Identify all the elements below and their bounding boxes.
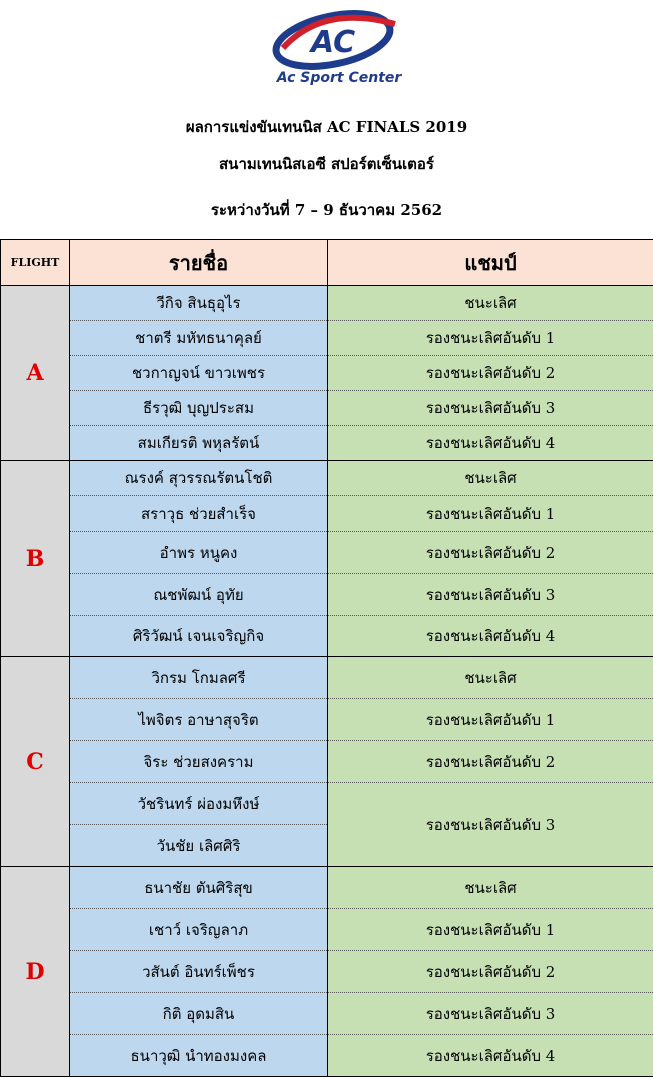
placement: รองชนะเลิศอันดับ 1 — [328, 321, 653, 356]
header-champion: แชมป์ — [328, 240, 653, 286]
header-name: รายชื่อ — [70, 240, 328, 286]
placement: ชนะเลิศ — [328, 461, 653, 496]
player-name: เชาว์ เจริญลาภ — [70, 909, 328, 951]
placement: รองชนะเลิศอันดับ 3 — [328, 391, 653, 426]
player-name: ชวกาญจน์ ขาวเพชร — [70, 356, 328, 391]
table-row — [1, 574, 653, 616]
table-row — [1, 616, 653, 657]
player-name: ศิริวัฒน์ เจนเจริญกิจ — [70, 616, 328, 657]
table-row — [1, 286, 653, 321]
player-name: ณรงค์ สุวรรณรัตนโชติ — [70, 461, 328, 496]
placement: รองชนะเลิศอันดับ 3 — [328, 993, 653, 1035]
player-name: ธีรวุฒิ บุญประสม — [70, 391, 328, 426]
placement: รองชนะเลิศอันดับ 2 — [328, 532, 653, 574]
player-name: วัชรินทร์ ผ่องมหึงษ์ — [70, 783, 328, 825]
placement: รองชนะเลิศอันดับ 4 — [328, 616, 653, 657]
table-row — [1, 1035, 653, 1077]
table-row — [1, 391, 653, 426]
logo-text: Ac Sport Center — [276, 70, 402, 86]
player-name: สมเกียรติ พหุลรัตน์ — [70, 426, 328, 461]
table-row — [1, 909, 653, 951]
placement: รองชนะเลิศอันดับ 4 — [328, 426, 653, 461]
placement: รองชนะเลิศอันดับ 2 — [328, 741, 653, 783]
placement: รองชนะเลิศอันดับ 4 — [328, 1035, 653, 1077]
flight-label-b: B — [1, 461, 70, 657]
player-name: วสันต์ อินทร์เพ็ชร — [70, 951, 328, 993]
logo — [263, 8, 415, 90]
results-table — [0, 239, 653, 1077]
flight-label-a: A — [1, 286, 70, 461]
table-row — [1, 461, 653, 496]
table-row — [1, 699, 653, 741]
table-row — [1, 356, 653, 391]
player-name: อำพร หนูคง — [70, 532, 328, 574]
title-tournament: ผลการแข่งขันเทนนิส AC FINALS 2019 — [185, 118, 468, 136]
player-name: วิกรม โกมลศรี — [70, 657, 328, 699]
header-flight: FLIGHT — [1, 240, 70, 286]
player-name: วีกิจ สินธุอุไร — [70, 286, 328, 321]
placement: ชนะเลิศ — [328, 286, 653, 321]
table-row — [1, 783, 653, 825]
table-row — [1, 657, 653, 699]
table-row — [1, 951, 653, 993]
placement: รองชนะเลิศอันดับ 3 — [328, 574, 653, 616]
player-name: วันชัย เลิศศิริ — [70, 825, 328, 867]
player-name: ธนาวุฒิ นำทองมงคล — [70, 1035, 328, 1077]
player-name: ชาตรี มหัทธนาคุลย์ — [70, 321, 328, 356]
placement: รองชนะเลิศอันดับ 1 — [328, 909, 653, 951]
table-row — [1, 496, 653, 532]
table-row — [1, 867, 653, 909]
placement: ชนะเลิศ — [328, 657, 653, 699]
placement: รองชนะเลิศอันดับ 1 — [328, 496, 653, 532]
ac-logo-icon — [263, 8, 415, 70]
placement: รองชนะเลิศอันดับ 1 — [328, 699, 653, 741]
flight-label-c: C — [1, 657, 70, 867]
title-venue: สนามเทนนิสเอซี สปอร์ตเซ็นเตอร์ — [219, 155, 434, 173]
player-name: จิระ ช่วยสงคราม — [70, 741, 328, 783]
table-row — [1, 321, 653, 356]
placement: รองชนะเลิศอันดับ 3 — [328, 783, 653, 867]
player-name: ธนาชัย ตันศิริสุข — [70, 867, 328, 909]
table-row — [1, 993, 653, 1035]
placement: รองชนะเลิศอันดับ 2 — [328, 356, 653, 391]
player-name: สราวุธ ช่วยสำเร็จ — [70, 496, 328, 532]
player-name: ณชพัฒน์ อุทัย — [70, 574, 328, 616]
header-row — [1, 240, 653, 286]
placement: รองชนะเลิศอันดับ 2 — [328, 951, 653, 993]
table-row — [1, 532, 653, 574]
title-dates: ระหว่างวันที่ 7 – 9 ธันวาคม 2562 — [210, 201, 443, 219]
logo-mark: AC — [310, 25, 356, 60]
player-name: กิติ อุดมสิน — [70, 993, 328, 1035]
placement: ชนะเลิศ — [328, 867, 653, 909]
flight-label-d: D — [1, 867, 70, 1077]
player-name: ไพจิตร อาษาสุจริต — [70, 699, 328, 741]
table-row — [1, 426, 653, 461]
table-row — [1, 741, 653, 783]
